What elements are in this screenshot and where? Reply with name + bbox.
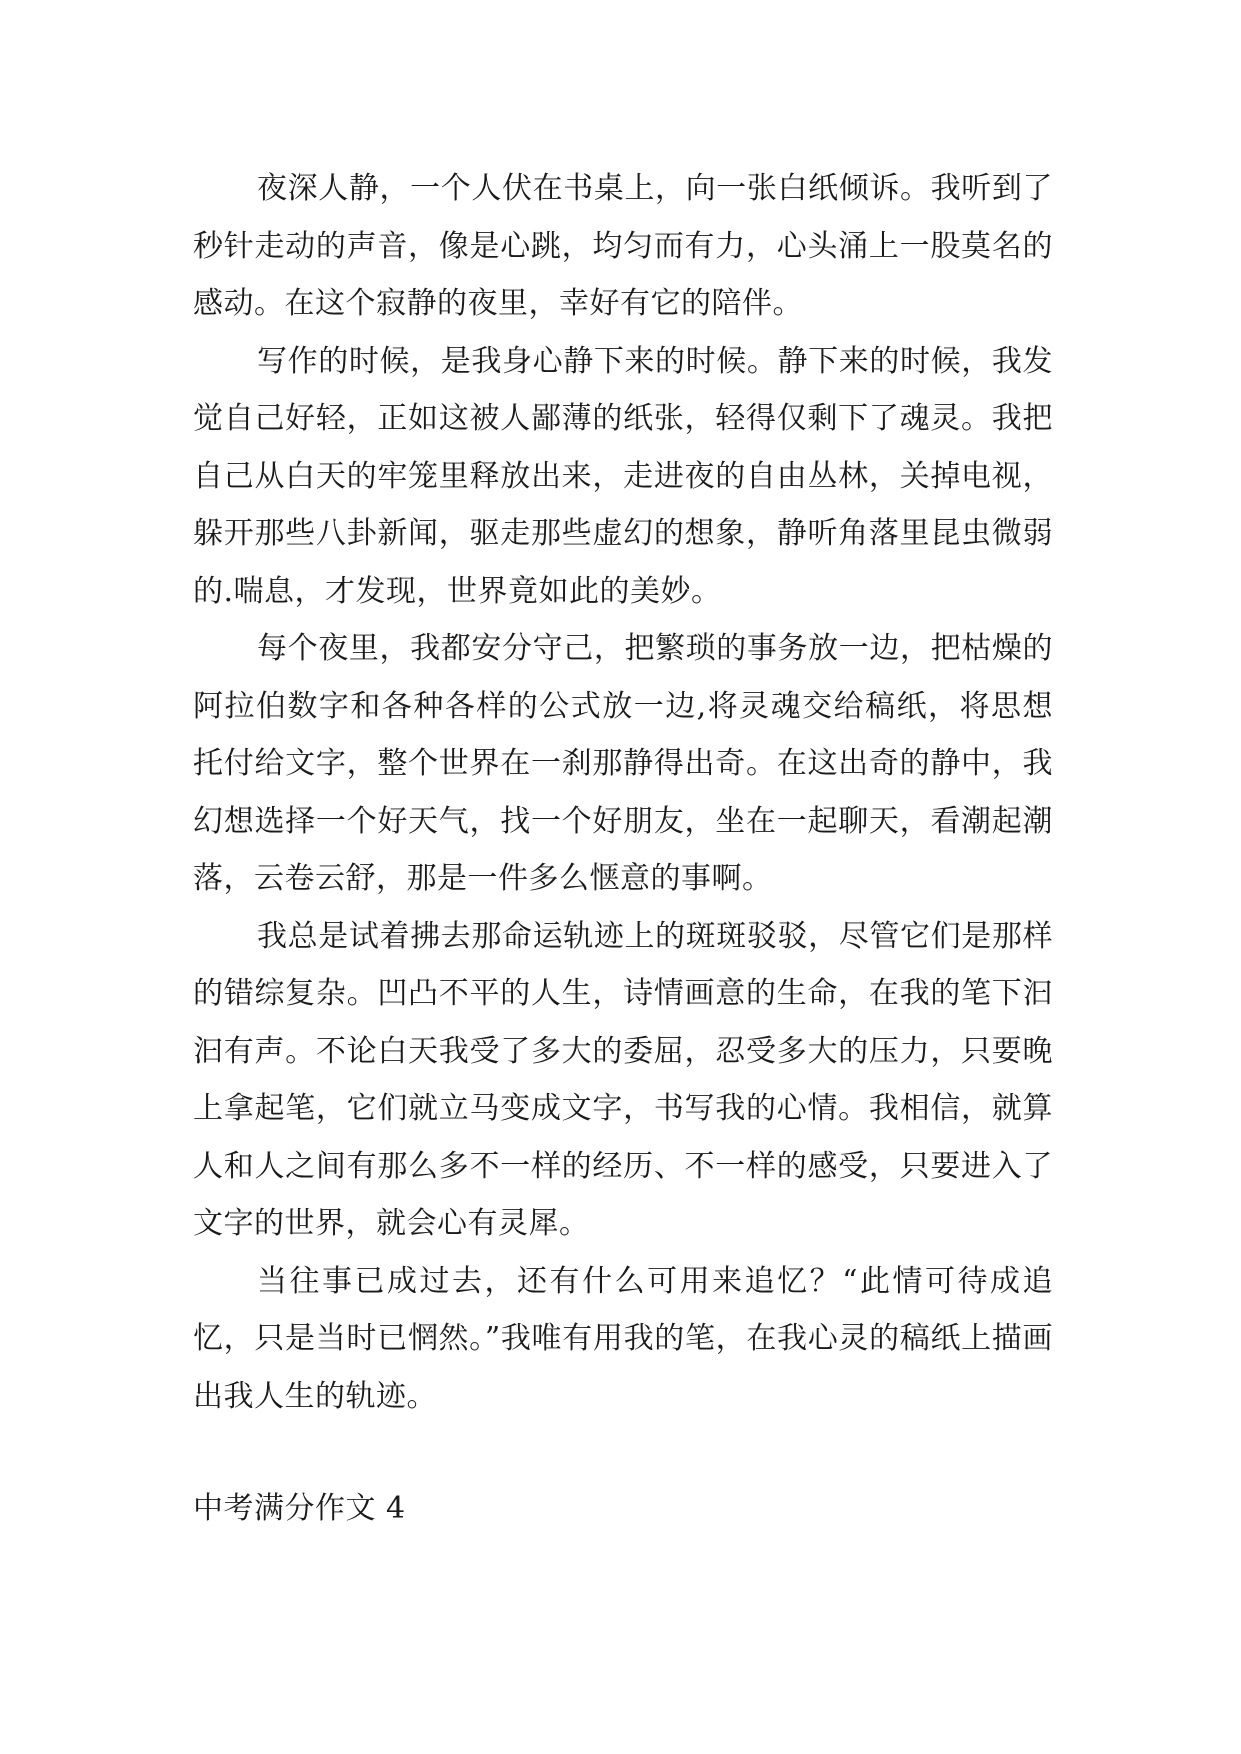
essay-body [193,160,1053,1425]
paragraph-5: 当往事已成过去，还有什么可用来追忆？“此情可待成追忆，只是当时已惘然。”我唯有用我的笔，在我心灵的稿纸上描画出我人生的轨迹。 [193,1263,1053,1414]
paragraph-1: 夜深人静，一个人伏在书桌上，向一张白纸倾诉。我听到了秒针走动的声音，像是心跳，均匀而有力，心头涌上一股莫名的感动。在这个寂静的夜里，幸好有它的陪伴。 [193,171,1053,321]
section-heading: 中考满分作文 4 [193,1491,406,1526]
paragraph-2: 写作的时候，是我身心静下来的时候。静下来的时候，我发觉自己好轻，正如这被人鄙薄的纸张，轻得仅剩下了魂灵。我把自己从白天的牢笼里释放出来，走进夜的自由丛林，关掉电视，躲开那些八卦新闻，驱走那些虚幻的想象，静听角落里昆虫微弱的.喘息，才发现，世界竟如此的美妙。 [193,343,1053,609]
paragraph-4: 我总是试着拂去那命运轨迹上的斑斑驳驳，尽管它们是那样的错综复杂。凹凸不平的人生，诗情画意的生命，在我的笔下汩汩有声。不论白天我受了多大的委屈，忍受多大的压力，只要晚上拿起笔，它们就立马变成文字，书写我的心情。我相信，就算人和人之间有那么多不一样的经历、不一样的感受，只要进入了文字的世界，就会心有灵犀。 [193,918,1053,1241]
paragraph-3: 每个夜里，我都安分守己，把繁琐的事务放一边，把枯燥的阿拉伯数字和各种各样的公式放一边,将灵魂交给稿纸，将思想托付给文字，整个世界在一刹那静得出奇。在这出奇的静中，我幻想选择一个好天气，找一个好朋友，坐在一起聊天，看潮起潮落，云卷云舒，那是一件多么惬意的事啊。 [193,631,1053,896]
